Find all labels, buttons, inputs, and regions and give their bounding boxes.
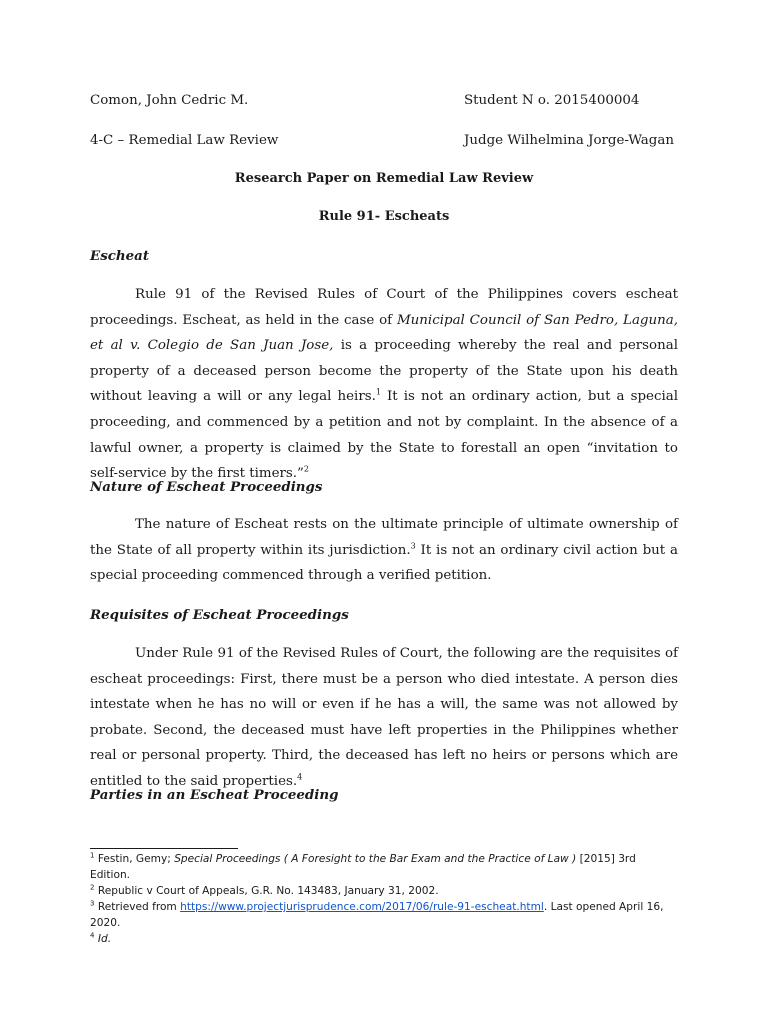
footnote-ref-3: 3 (410, 541, 416, 551)
rule-title: Rule 91- Escheats (318, 209, 450, 224)
footnote-2: $^2$ Republic v Court of Appeals, G.R. No. 143483, January 31, 2002. (90, 883, 439, 897)
footnote-1: $^1$ Festin, Gemy; Special Proceedings ( A Foresight to the Bar Exam and the Practice of Law ) [2015] 3rd Edition. (90, 851, 636, 881)
footnote-ref-2: 2 (303, 464, 309, 474)
footnote-4: $^4$ Id. (90, 931, 112, 945)
footnote-separator (90, 848, 238, 849)
footnote-ref-4: 4 (297, 772, 303, 782)
paper-title: Research Paper on Remedial Law Review (234, 171, 534, 186)
source-link[interactable]: https://www.projectjurisprudence.com/2017/06/rule-91-escheat.html (180, 901, 544, 913)
heading-parties: Parties in an Escheat Proceeding (90, 787, 339, 803)
paragraph-nature: The nature of Escheat rests on the ultimate principle of ultimate ownership of the State of all property within its jurisdiction.$^3$ It is not an ordinary civil action but a special proceeding commenced through a verified petition. (90, 517, 678, 584)
case-citation: Municipal Council of San Pedro, Laguna, et al v. Colegio de San Juan Jose, (90, 312, 678, 354)
paragraph-escheat: Rule 91 of the Revised Rules of Court of the Philippines covers escheat proceedings. Escheat, as held in the case of Municipal Council of San Pedro, Laguna, et al v. Colegio de San Juan Jose, is a proceeding whereby the real and personal property of a deceased person become the property of the State upon his death without leaving a will or any legal heirs.$^1$ It is not an ordinary action, but a special proceeding, and commenced by a petition and not by complaint. In the absence of a lawful owner, a property is claimed by the State to forestall an open “invitation to self-service by the first timers.”$^2$ (90, 287, 679, 482)
footnote-ref-1: 1 (375, 387, 381, 397)
heading-nature: Nature of Escheat Proceedings (90, 479, 323, 495)
footnotes (90, 851, 678, 947)
heading-requisites: Requisites of Escheat Proceedings (90, 607, 349, 623)
footnote-3: $^3$ Retrieved from https://www.projectjurisprudence.com/2017/06/rule-91-escheat.html. Last opened April 16, 2020. (90, 899, 664, 929)
judge-name: Judge Wilhelmina Jorge-Wagan (464, 133, 674, 148)
heading-escheat: Escheat (90, 248, 150, 264)
paragraph-requisites: Under Rule 91 of the Revised Rules of Court, the following are the requisites of escheat proceedings: First, there must be a person who died intestate. A person dies intestate when he has no will or even if he has a will, the same was not allowed by probate. Second, the deceased must have left properties in the Philippines whether real or personal property. Third, the deceased has left no heirs or persons which are entitled to the said properties.$^4$ (90, 646, 678, 789)
student-number: Student N o. 2015400004 (464, 93, 640, 108)
course-label: 4-C – Remedial Law Review (90, 133, 279, 148)
student-name: Comon, John Cedric M. (90, 93, 249, 108)
